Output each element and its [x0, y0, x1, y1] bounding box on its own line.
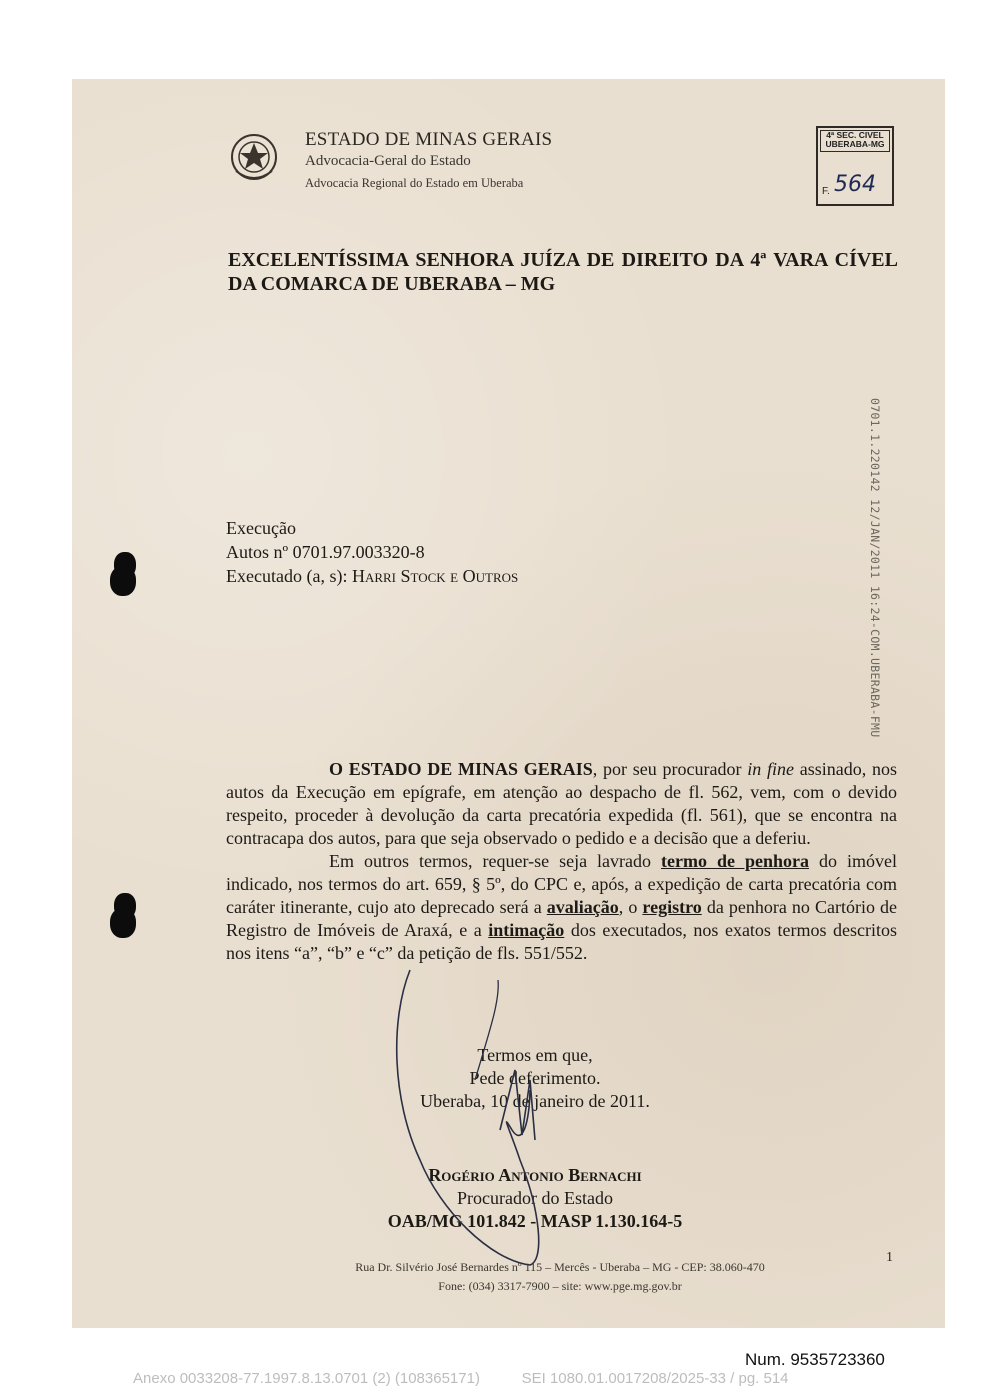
- punch-hole: [110, 908, 136, 938]
- paragraph-2: Em outros termos, requer-se seja lavrado termo de penhora do imóvel indicado, nos termos do art. 659, § 5º, do CPC e, após, a expedição de carta precatória com caráter itinerante, cujo ato deprecado será a avaliação, o registro da penhora no Cartório de Registro de Imóveis de Araxá, e a intimação dos executados, nos exatos termos descritos nos itens “a”, “b” e “c” da petição de fls. 551/552.: [226, 851, 898, 963]
- stamp-page-number: 564: [834, 172, 876, 197]
- case-autos: Autos nº 0701.97.003320-8: [226, 542, 425, 562]
- header-state: ESTADO DE MINAS GERAIS: [305, 129, 553, 150]
- stamp-line2: UBERABA-MG: [825, 139, 885, 149]
- page-number: 1: [886, 1250, 893, 1265]
- executed-name: Harri Stock e Outros: [351, 566, 519, 586]
- handwritten-signature: [380, 960, 580, 1280]
- signer-role: Procurador do Estado: [457, 1188, 613, 1208]
- footer: [240, 1258, 880, 1296]
- case-type: Execução: [226, 518, 296, 538]
- footer-phone: Fone: (034) 3317-7900 – site: www.pge.mg.gov.br: [438, 1279, 682, 1293]
- stamp-line1: 4ª SEC. CIVEL: [826, 130, 884, 140]
- stamp-f-label: F.: [822, 186, 830, 197]
- state-coat-of-arms-icon: [230, 131, 278, 183]
- case-executed: Executado (a, s): Harri Stock e Outros: [226, 566, 519, 586]
- closing: Termos em que, Pede deferimento. Uberaba, 10 de janeiro de 2011.: [420, 1045, 650, 1111]
- protocol-stamp: 0701.1.220142 12/JAN/2011 16:24-COM.UBERABA-FMU: [868, 398, 882, 738]
- signer-registration: OAB/MG 101.842 - MASP 1.130.164-5: [387, 1211, 683, 1231]
- header-agency: Advocacia-Geral do Estado: [305, 153, 471, 169]
- header-regional: Advocacia Regional do Estado em Uberaba: [305, 176, 524, 190]
- paragraph-1: O ESTADO DE MINAS GERAIS, por seu procurador in fine assinado, nos autos da Execução em epígrafe, em atenção ao despacho de fl. 562, vem, com o devido respeito, proceder à devolução da carta precatória expedida (fl. 561), que se encontra na contracapa dos autos, para que seja observado o pedido e a decisão que a deferiu.: [226, 759, 897, 848]
- autos-number: 0701.97.003320-8: [292, 542, 425, 562]
- addressee: EXCELENTÍSSIMA SENHORA JUÍZA DE DIREITO DA 4ª VARA CÍVEL DA COMARCA DE UBERABA – MG: [228, 249, 898, 295]
- footer-address: Rua Dr. Silvério José Bernardes nº 115 – Mercês - Uberaba – MG - CEP: 38.060-470: [355, 1260, 765, 1274]
- case-info: [226, 516, 518, 588]
- petition-body: [226, 758, 897, 965]
- signer-name: Rogério Antonio Bernachi: [428, 1165, 642, 1185]
- annex-line: Anexo 0033208-77.1997.8.13.0701 (2) (108365171) SEI 1080.01.0017208/2025-33 / pg. 514: [133, 1370, 789, 1387]
- punch-hole: [110, 566, 136, 596]
- document-id: Num. 9535723360: [745, 1350, 885, 1369]
- court-stamp: [816, 126, 894, 206]
